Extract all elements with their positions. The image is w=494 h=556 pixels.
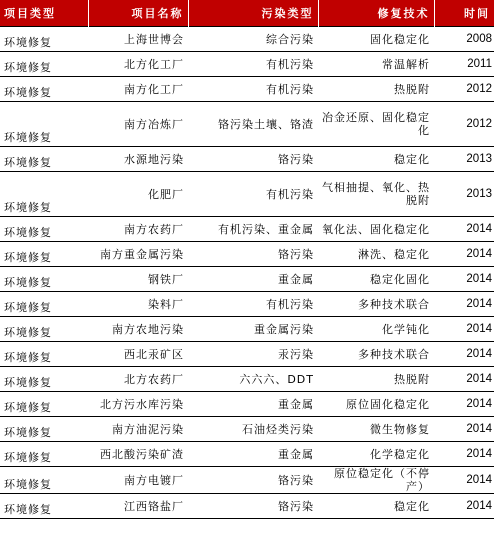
year-cell: 2014 [434, 494, 494, 519]
project-type-cell: 环境修复 [0, 217, 88, 242]
project-type-cell: 环境修复 [0, 442, 88, 467]
year-cell: 2014 [434, 217, 494, 242]
project-type-cell: 环境修复 [0, 392, 88, 417]
pollution-type-cell: 铬污染 [188, 467, 318, 494]
table-row [0, 172, 494, 217]
pollution-type-cell: 有机污染 [188, 52, 318, 77]
table-row [0, 147, 494, 172]
table-row [0, 467, 494, 494]
pollution-type-cell: 有机污染 [188, 77, 318, 102]
year-cell: 2014 [434, 367, 494, 392]
project-type-cell: 环境修复 [0, 172, 88, 217]
table-row [0, 242, 494, 267]
table-row [0, 77, 494, 102]
pollution-type-cell: 重金属 [188, 442, 318, 467]
pollution-type-cell: 重金属 [188, 267, 318, 292]
year-cell: 2013 [434, 172, 494, 217]
remediation-tech-cell: 热脱附 [318, 77, 434, 102]
header-remediation-tech: 修复技术 [318, 0, 434, 27]
project-name-cell: 南方冶炼厂 [88, 102, 188, 147]
project-type-cell: 环境修复 [0, 52, 88, 77]
year-cell: 2012 [434, 77, 494, 102]
project-type-cell: 环境修复 [0, 147, 88, 172]
remediation-tech-cell: 固化稳定化 [318, 27, 434, 52]
project-name-cell: 钢铁厂 [88, 267, 188, 292]
pollution-type-cell: 铬污染 [188, 147, 318, 172]
table-row [0, 442, 494, 467]
year-cell: 2014 [434, 317, 494, 342]
project-type-cell: 环境修复 [0, 417, 88, 442]
table-row [0, 52, 494, 77]
project-name-cell: 上海世博会 [88, 27, 188, 52]
table-row [0, 494, 494, 519]
project-name-cell: 南方油泥污染 [88, 417, 188, 442]
project-name-cell: 西北酸污染矿渣 [88, 442, 188, 467]
table-row [0, 392, 494, 417]
project-name-cell: 染料厂 [88, 292, 188, 317]
project-type-cell: 环境修复 [0, 267, 88, 292]
project-name-cell: 南方重金属污染 [88, 242, 188, 267]
remediation-tech-cell: 原位固化稳定化 [318, 392, 434, 417]
project-type-cell: 环境修复 [0, 77, 88, 102]
project-name-cell: 南方农地污染 [88, 317, 188, 342]
remediation-tech-cell: 氧化法、固化稳定化 [318, 217, 434, 242]
table-row [0, 292, 494, 317]
remediation-tech-cell: 原位稳定化（不停产） [318, 467, 434, 494]
remediation-tech-cell: 冶金还原、固化稳定化 [318, 102, 434, 147]
project-name-cell: 江西铬盐厂 [88, 494, 188, 519]
year-cell: 2013 [434, 147, 494, 172]
remediation-tech-cell: 热脱附 [318, 367, 434, 392]
pollution-type-cell: 有机污染 [188, 292, 318, 317]
pollution-type-cell: 重金属 [188, 392, 318, 417]
project-name-cell: 水源地污染 [88, 147, 188, 172]
year-cell: 2014 [434, 267, 494, 292]
table-row [0, 342, 494, 367]
pollution-type-cell: 汞污染 [188, 342, 318, 367]
table-body [0, 27, 494, 519]
year-cell: 2014 [434, 292, 494, 317]
header-project-type: 项目类型 [0, 0, 88, 27]
remediation-tech-cell: 多种技术联合 [318, 292, 434, 317]
pollution-type-cell: 铬污染土壤、铬渣 [188, 102, 318, 147]
project-name-cell: 北方化工厂 [88, 52, 188, 77]
project-name-cell: 北方污水库污染 [88, 392, 188, 417]
pollution-type-cell: 六六六、DDT [188, 367, 318, 392]
project-type-cell: 环境修复 [0, 242, 88, 267]
year-cell: 2008 [434, 27, 494, 52]
project-type-cell: 环境修复 [0, 467, 88, 494]
year-cell: 2012 [434, 102, 494, 147]
header-row [0, 0, 494, 27]
project-type-cell: 环境修复 [0, 102, 88, 147]
year-cell: 2014 [434, 442, 494, 467]
project-type-cell: 环境修复 [0, 27, 88, 52]
table-row [0, 102, 494, 147]
project-type-cell: 环境修复 [0, 292, 88, 317]
project-name-cell: 化肥厂 [88, 172, 188, 217]
table-row [0, 27, 494, 52]
remediation-tech-cell: 常温解析 [318, 52, 434, 77]
year-cell: 2014 [434, 467, 494, 494]
table-row [0, 267, 494, 292]
project-type-cell: 环境修复 [0, 367, 88, 392]
year-cell: 2014 [434, 242, 494, 267]
year-cell: 2011 [434, 52, 494, 77]
project-name-cell: 南方电镀厂 [88, 467, 188, 494]
year-cell: 2014 [434, 392, 494, 417]
remediation-tech-cell: 稳定化固化 [318, 267, 434, 292]
remediation-tech-cell: 微生物修复 [318, 417, 434, 442]
remediation-tech-cell: 化学稳定化 [318, 442, 434, 467]
pollution-type-cell: 石油烃类污染 [188, 417, 318, 442]
project-name-cell: 南方农药厂 [88, 217, 188, 242]
table-row [0, 417, 494, 442]
table-header [0, 0, 494, 27]
pollution-type-cell: 铬污染 [188, 494, 318, 519]
remediation-tech-cell: 稳定化 [318, 494, 434, 519]
project-type-cell: 环境修复 [0, 494, 88, 519]
header-year: 时间 [434, 0, 494, 27]
year-cell: 2014 [434, 417, 494, 442]
project-name-cell: 北方农药厂 [88, 367, 188, 392]
table-row [0, 367, 494, 392]
table-row [0, 217, 494, 242]
project-type-cell: 环境修复 [0, 342, 88, 367]
remediation-tech-cell: 多种技术联合 [318, 342, 434, 367]
year-cell: 2014 [434, 342, 494, 367]
project-type-cell: 环境修复 [0, 317, 88, 342]
project-name-cell: 南方化工厂 [88, 77, 188, 102]
table-row [0, 317, 494, 342]
header-pollution-type: 污染类型 [188, 0, 318, 27]
remediation-tech-cell: 稳定化 [318, 147, 434, 172]
remediation-tech-cell: 气相抽提、氧化、热脱附 [318, 172, 434, 217]
remediation-tech-cell: 淋洗、稳定化 [318, 242, 434, 267]
project-name-cell: 西北汞矿区 [88, 342, 188, 367]
pollution-type-cell: 有机污染、重金属 [188, 217, 318, 242]
pollution-type-cell: 铬污染 [188, 242, 318, 267]
pollution-type-cell: 重金属污染 [188, 317, 318, 342]
pollution-type-cell: 有机污染 [188, 172, 318, 217]
remediation-tech-cell: 化学钝化 [318, 317, 434, 342]
header-project-name: 项目名称 [88, 0, 188, 27]
pollution-type-cell: 综合污染 [188, 27, 318, 52]
